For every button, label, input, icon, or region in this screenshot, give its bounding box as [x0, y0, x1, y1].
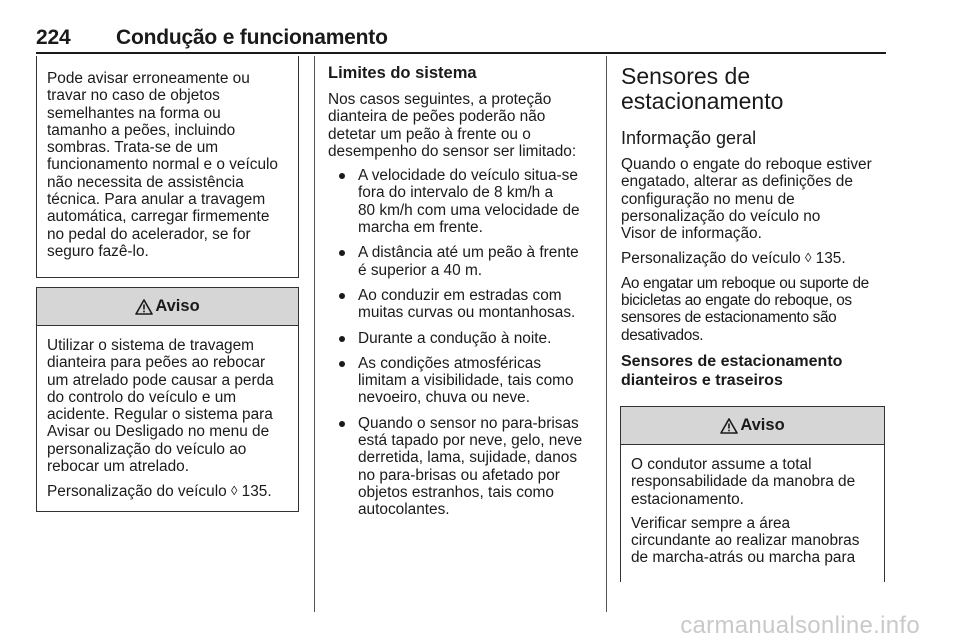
reference-text: Personalização do veículo	[47, 483, 227, 501]
text-line: autocolantes.	[358, 501, 450, 519]
text-line: rebocar um atrelado.	[47, 458, 190, 476]
subheading: Informação geral	[621, 128, 757, 148]
text-line: detetar um peão à frente ou o	[328, 125, 531, 143]
text-line: do controlo do veículo e um	[47, 388, 237, 406]
text-line: objetos estranhos, tais como	[358, 483, 554, 501]
intro-paragraph	[328, 91, 593, 160]
text-line: não necessita de assistência	[47, 173, 244, 191]
text-line: Visor de informação.	[621, 225, 762, 243]
warning-body	[621, 445, 884, 567]
note-box	[36, 56, 299, 278]
warning-title: Aviso	[155, 297, 200, 315]
reference-page[interactable]: 135.	[241, 483, 272, 501]
text-line: marcha em frente.	[358, 219, 483, 237]
text-line: automática, carregar firmemente	[47, 208, 270, 226]
text-line: Sensores de estacionamento	[621, 352, 843, 370]
text-line: Verificar sempre a área	[631, 514, 791, 532]
warning-box-parking	[620, 406, 885, 582]
text-line: Avisar ou Desligado no menu de	[47, 423, 270, 441]
text-line: configuração no menu de	[621, 190, 795, 208]
text-line: sombras. Trata-se de um	[47, 139, 219, 157]
text-line: Ao conduzir em estradas com	[358, 286, 562, 304]
text-line: dianteiros e traseiros	[621, 371, 783, 389]
column-2	[328, 64, 593, 527]
list-item	[328, 415, 593, 519]
text-line: Ao engatar um reboque ou suporte de	[621, 274, 869, 292]
list-item	[328, 330, 593, 347]
page-reference	[47, 482, 290, 500]
text-line: semelhantes na forma ou	[47, 104, 221, 122]
text-line: fora do intervalo de 8 km/h a	[358, 184, 554, 202]
text-line: no pedal do acelerador, se for	[47, 225, 251, 243]
section-heading: Limites do sistema	[328, 64, 477, 82]
text-line: um atrelado pode causar a perda	[47, 371, 274, 389]
warning-triangle-icon	[720, 418, 738, 434]
text-line: O condutor assume a total	[631, 456, 812, 473]
text-line: travar no caso de objetos	[47, 87, 220, 105]
watermark: carmanualsonline.info	[680, 612, 920, 639]
text-line: está tapado por neve, gelo, neve	[358, 432, 583, 450]
text-line: Quando o engate do reboque estiver	[621, 156, 872, 173]
page-number: 224	[36, 26, 71, 49]
chapter-heading	[621, 64, 887, 114]
text-line: acidente. Regular o sistema para	[47, 406, 273, 424]
warning-title: Aviso	[740, 416, 785, 434]
list-item	[328, 167, 593, 236]
text-line: no para-brisas ou afetado por	[358, 466, 560, 484]
column-3	[621, 64, 887, 404]
text-line: nevoeiro, chuva ou neve.	[358, 389, 530, 407]
text-line: Durante a condução à noite.	[358, 329, 552, 347]
text-line: Sensores de	[621, 63, 751, 89]
text-line: Quando o sensor no para-brisas	[358, 414, 579, 432]
text-line: A distância até um peão à frente	[358, 244, 579, 262]
paragraph	[621, 156, 887, 242]
page-ref-arrow-icon: ◊	[804, 250, 812, 266]
text-line: A velocidade do veículo situa-se	[358, 167, 578, 185]
page-reference	[621, 249, 887, 267]
column-divider-2	[606, 56, 607, 612]
warning-triangle-icon	[135, 299, 153, 315]
text-line: Utilizar o sistema de travagem	[47, 337, 254, 354]
text-line: estacionamento	[621, 88, 784, 114]
text-line: dianteira para peões ao rebocar	[47, 354, 266, 372]
subheading	[621, 352, 887, 390]
page-header	[36, 26, 886, 54]
text-line: As condições atmosféricas	[358, 354, 542, 372]
note-text	[47, 70, 290, 260]
list-item	[328, 287, 593, 322]
header-rule	[36, 52, 886, 54]
text-line: seguro fazê-lo.	[47, 242, 149, 260]
text-line: 80 km/h com uma velocidade de	[358, 201, 580, 219]
warning-box-pedestrian	[36, 287, 299, 512]
reference-page[interactable]: 135.	[815, 250, 846, 268]
text-line: personalização do veículo ao	[47, 440, 247, 458]
text-line: de marcha-atrás ou marcha para	[631, 549, 856, 567]
text-line: estacionamento.	[631, 490, 744, 508]
section-title: Condução e funcionamento	[116, 26, 388, 49]
text-line: técnica. Para anular a travagem	[47, 191, 266, 209]
limitations-list	[328, 167, 593, 518]
list-item	[328, 355, 593, 407]
warning-header	[621, 407, 884, 445]
column-divider-1	[314, 56, 315, 612]
text-line: Nos casos seguintes, a proteção	[328, 91, 552, 108]
page-ref-arrow-icon: ◊	[230, 483, 238, 499]
text-line: personalização do veículo no	[621, 207, 821, 225]
text-line: é superior a 40 m.	[358, 261, 483, 279]
reference-text: Personalização do veículo	[621, 250, 801, 268]
text-line: muitas curvas ou montanhosas.	[358, 304, 576, 322]
text-line: limitam a visibilidade, tais como	[358, 372, 574, 390]
text-line: sensores de estacionamento são	[621, 309, 837, 327]
list-item	[328, 244, 593, 279]
text-line: tamanho a peões, incluindo	[47, 121, 236, 139]
text-line: desativados.	[621, 326, 704, 344]
text-line: derretida, lama, sujidade, danos	[358, 449, 578, 467]
text-line: bicicletas ao engate do reboque, os	[621, 292, 852, 310]
warning-header	[37, 288, 298, 326]
text-line: dianteira de peões poderão não	[328, 108, 546, 126]
text-line: funcionamento normal e o veículo	[47, 156, 278, 174]
text-line: circundante ao realizar manobras	[631, 532, 860, 550]
text-line: engatado, alterar as definições de	[621, 173, 853, 191]
warning-body	[37, 326, 298, 501]
text-line: responsabilidade da manobra de	[631, 473, 856, 491]
text-line: desempenho do sensor ser limitado:	[328, 142, 577, 160]
text-line: Pode avisar erroneamente ou	[47, 70, 250, 87]
paragraph	[621, 275, 887, 344]
